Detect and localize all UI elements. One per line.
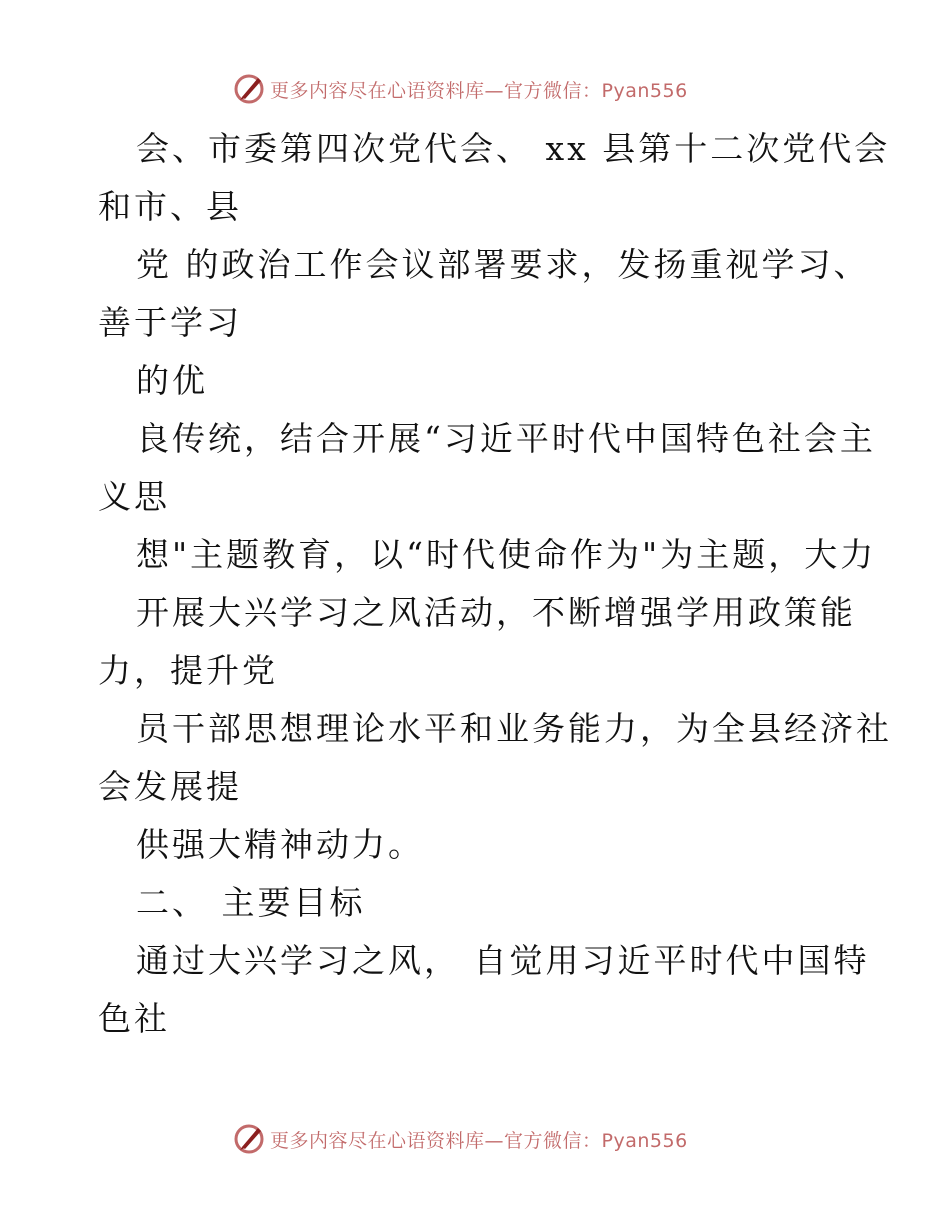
body-text-line: 通过大兴学习之风， 自觉用习近平时代中国特 — [136, 941, 870, 980]
body-text-line: 的优 — [136, 361, 208, 400]
body-text-line: 开展大兴学习之风活动，不断增强学用政策能 — [136, 593, 856, 632]
footer-banner — [232, 1122, 688, 1156]
body-text-line: 党 的政治工作会议部署要求，发扬重视学习、 — [136, 245, 870, 284]
document-body — [98, 120, 892, 1048]
body-text-line: 员干部思想理论水平和业务能力，为全县经济社 — [136, 709, 892, 748]
body-text-line: 力，提升党 — [98, 651, 278, 690]
body-text-line: 会、市委第四次党代会、 xx 县第十二次党代会 — [136, 129, 891, 168]
body-text-line: 义思 — [98, 477, 170, 516]
body-text-line: 色社 — [98, 999, 170, 1038]
footer-banner-text: 更多内容尽在心语资料库—官方微信：Pyan556 — [270, 1129, 688, 1152]
header-banner-text: 更多内容尽在心语资料库—官方微信：Pyan556 — [270, 79, 688, 102]
body-text-line: 想"主题教育，以“时代使命作为"为主题，大力 — [136, 535, 877, 574]
quill-pen-logo-icon — [232, 72, 266, 106]
body-text-line: 善于学习 — [98, 303, 242, 342]
header-banner — [232, 72, 688, 106]
body-text-line: 供强大精神动力。 — [136, 825, 424, 864]
body-text-line: 和市、县 — [98, 187, 242, 226]
quill-pen-logo-icon — [232, 1122, 266, 1156]
body-text-line: 会发展提 — [98, 767, 242, 806]
body-text-line: 良传统，结合开展“习近平时代中国特色社会主 — [136, 419, 876, 458]
body-text-line: 二、 主要目标 — [136, 883, 366, 922]
